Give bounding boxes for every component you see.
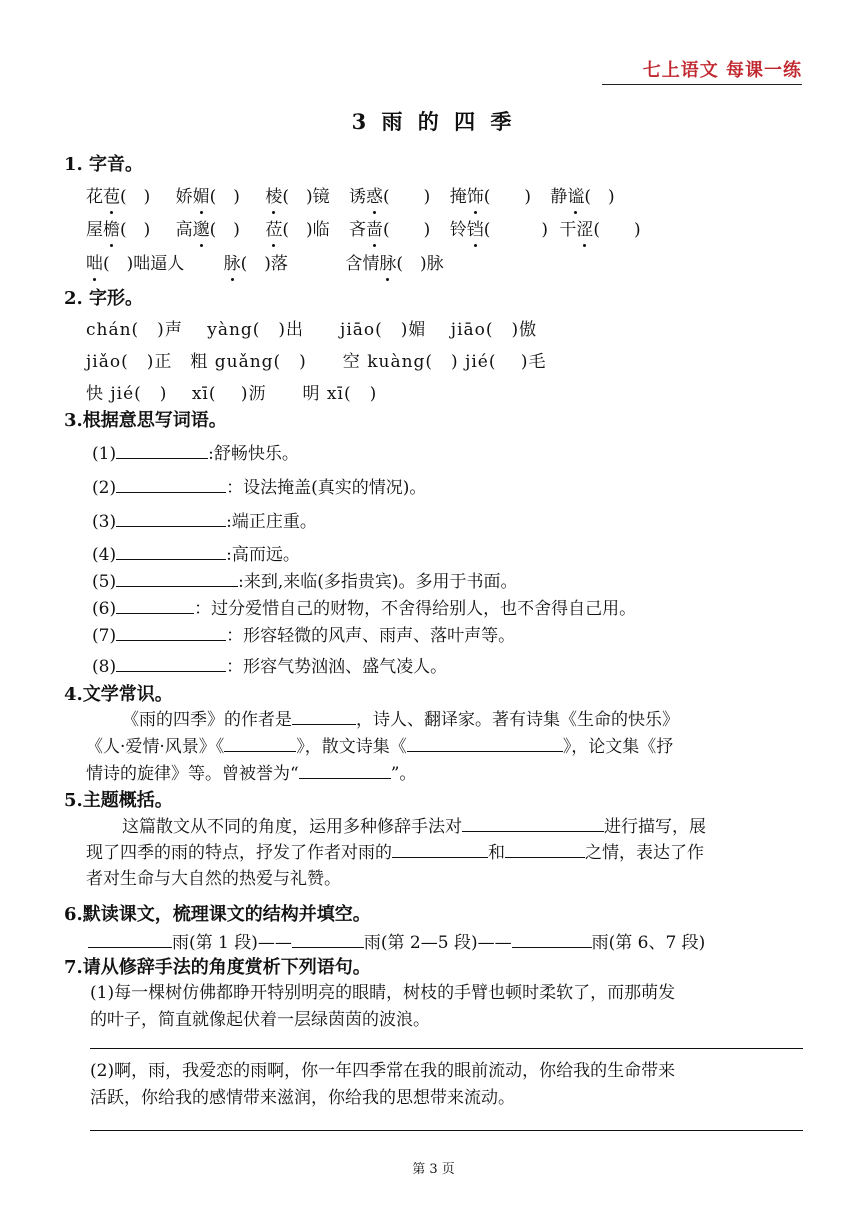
answer-line[interactable]	[116, 655, 226, 672]
definition-item	[92, 540, 300, 565]
text: 进行描写，展	[604, 817, 706, 837]
char: 干	[559, 220, 577, 240]
answer-blank[interactable]: ( )	[483, 187, 531, 207]
answer-blank[interactable]: ( )镜	[282, 187, 330, 207]
answer-line[interactable]	[224, 735, 296, 752]
answer-blank[interactable]: ( )临	[282, 220, 330, 240]
definition-text: 高而远。	[231, 545, 300, 565]
text: ，诗人、翻译家。著有诗集《生命的快乐》	[356, 710, 679, 730]
dotted-char: 苞	[103, 182, 120, 207]
text: 》，论文集《抒	[562, 737, 674, 757]
answer-blank[interactable]: ( )落	[240, 254, 288, 274]
definition-text: 形容轻微的风声、雨声、落叶声等。	[243, 626, 516, 646]
answer-line[interactable]	[116, 570, 238, 587]
sentence-1-line-2: 的叶子，简直就像起伏着一层绿茵茵的波浪。	[90, 1010, 430, 1030]
section-3-heading: 3.根据意思写词语。	[64, 410, 227, 431]
answer-line[interactable]	[88, 931, 172, 948]
lesson-title: 3 雨 的 四 季	[351, 109, 516, 134]
answer-line[interactable]	[292, 931, 364, 948]
char: 铃	[449, 220, 467, 240]
answer-blank[interactable]: ( )	[120, 187, 151, 207]
char: 诱	[349, 187, 367, 207]
answer-blank[interactable]: ( )脉	[396, 254, 444, 274]
answer-line[interactable]	[462, 815, 604, 832]
answer-rule-2[interactable]	[90, 1130, 803, 1131]
text: 雨(第 1 段)——	[172, 933, 292, 953]
answer-line[interactable]	[407, 735, 563, 752]
pinyin-row-2	[86, 215, 641, 240]
sentence-2-line-1: (2)啊，雨，我爱恋的雨啊，你一年四季常在我的眼前流动，你给我的生命带来	[90, 1061, 676, 1081]
separator: :	[208, 444, 214, 464]
definition-text: 设法掩盖(真实的情况)。	[243, 478, 427, 498]
char: 花	[86, 187, 103, 207]
dotted-char: 媚	[193, 182, 210, 207]
answer-line[interactable]	[116, 442, 208, 459]
section-5-heading: 5.主题概括。	[64, 790, 173, 811]
separator: ：	[226, 626, 244, 646]
definition-item	[92, 507, 317, 532]
answer-line[interactable]	[299, 762, 391, 779]
text: 》，散文诗集《	[296, 737, 407, 757]
separator: ：	[194, 599, 212, 619]
dotted-char: 邈	[193, 215, 210, 240]
char: 吝	[349, 220, 367, 240]
definition-item	[92, 621, 515, 646]
definition-text: 舒畅快乐。	[213, 444, 299, 464]
answer-blank[interactable]: ( )	[209, 187, 240, 207]
definition-item	[92, 439, 299, 464]
answer-blank[interactable]: ( )	[483, 220, 548, 240]
item-number: (2)	[92, 478, 117, 498]
answer-blank[interactable]: ( )	[209, 220, 240, 240]
section-2-heading: 2. 字形。	[64, 288, 144, 309]
char: 静	[550, 187, 568, 207]
glyph-row-2[interactable]: jiǎo( )正 粗 guǎng( ) 空 kuàng( ) jié( )毛	[86, 352, 547, 372]
answer-line[interactable]	[512, 931, 592, 948]
char: 含情	[345, 254, 380, 274]
definition-item	[92, 473, 426, 498]
definition-item	[92, 567, 518, 592]
answer-blank[interactable]: ( )	[593, 220, 641, 240]
answer-blank[interactable]: ( )	[584, 187, 615, 207]
char: 屋	[86, 220, 103, 240]
dotted-char: 棱	[265, 182, 282, 207]
pinyin-row-3	[86, 249, 444, 274]
definition-text: 端正庄重。	[231, 512, 317, 532]
lit-line-1	[122, 705, 679, 730]
dotted-char: 谧	[567, 182, 584, 207]
answer-line[interactable]	[116, 476, 226, 493]
text: 雨(第 2—5 段)——	[363, 933, 512, 953]
separator: :	[238, 572, 244, 592]
dotted-char: 饰	[467, 182, 484, 207]
text: 《人·爱情·风景》《	[86, 737, 225, 757]
pinyin-row-1	[86, 182, 615, 207]
dotted-char: 脉	[379, 249, 396, 274]
text: 现了四季的雨的特点，抒发了作者对雨的	[86, 843, 392, 863]
answer-rule-1[interactable]	[90, 1048, 803, 1049]
section-1-heading: 1. 字音。	[64, 154, 144, 175]
dotted-char: 莅	[265, 215, 282, 240]
sentence-1-line-1: (1)每一棵树仿佛都睁开特别明亮的眼睛，树枝的手臂也顿时柔软了，而那萌发	[90, 983, 676, 1003]
definition-text: 形容气势汹汹、盛气凌人。	[243, 657, 448, 677]
section-4-heading: 4.文学常识。	[64, 684, 173, 705]
dotted-char: 惑	[366, 182, 383, 207]
answer-line[interactable]	[292, 708, 356, 725]
answer-line[interactable]	[116, 624, 226, 641]
text: 之情，表达了作	[585, 843, 704, 863]
text: 雨(第 6、7 段)	[591, 933, 706, 953]
answer-line[interactable]	[116, 510, 226, 527]
section-7-heading: 7.请从修辞手法的角度赏析下列语句。	[64, 957, 371, 978]
dotted-char: 铛	[467, 215, 484, 240]
item-number: (5)	[92, 572, 117, 592]
item-number: (6)	[92, 599, 117, 619]
dotted-char: 咄	[86, 249, 103, 274]
lit-line-3	[86, 759, 416, 784]
char: 娇	[175, 187, 193, 207]
item-number: (1)	[92, 444, 117, 464]
text: ”。	[390, 764, 417, 784]
theme-line-2	[86, 838, 704, 863]
item-number: (4)	[92, 545, 117, 565]
dotted-char: 檐	[103, 215, 120, 240]
sentence-2-line-2: 活跃，你给我的感情带来滋润，你给我的思想带来流动。	[90, 1088, 515, 1108]
structure-line	[88, 928, 705, 953]
separator: :	[226, 512, 232, 532]
text: 这篇散文从不同的角度，运用多种修辞手法对	[122, 817, 462, 837]
glyph-row-3[interactable]: 快 jié( ) xī( )沥 明 xī( )	[86, 384, 378, 404]
item-number: (7)	[92, 626, 117, 646]
dotted-char: 脉	[224, 249, 241, 274]
answer-blank[interactable]: ( )	[383, 220, 431, 240]
char: 高	[175, 220, 193, 240]
text: 情诗的旋律》等。曾被誉为“	[86, 764, 299, 784]
definition-item	[92, 652, 447, 677]
page-number: 第 3 页	[412, 1162, 455, 1177]
definition-text: 过分爱惜自己的财物，不舍得给别人，也不舍得自己用。	[211, 599, 637, 619]
theme-line-1	[122, 812, 706, 837]
dotted-char: 涩	[576, 215, 593, 240]
item-number: (8)	[92, 657, 117, 677]
lit-line-2	[86, 732, 673, 757]
separator: ：	[226, 478, 244, 498]
separator: :	[226, 545, 232, 565]
answer-line[interactable]	[392, 841, 488, 858]
header-series-tag: 七上语文 每课一练	[602, 56, 802, 85]
answer-line[interactable]	[116, 543, 226, 560]
definition-text: 来到,来临(多指贵宾)。多用于书面。	[243, 572, 518, 592]
glyph-row-1[interactable]: chán( )声 yàng( )出 jiāo( )媚 jiāo( )傲	[86, 320, 538, 340]
answer-blank[interactable]: ( )	[120, 220, 151, 240]
char: 掩	[449, 187, 467, 207]
answer-line[interactable]	[116, 597, 194, 614]
definition-item	[92, 594, 636, 619]
answer-blank[interactable]: ( )咄逼人	[103, 254, 185, 274]
separator: ：	[226, 657, 244, 677]
section-6-heading: 6.默读课文，梳理课文的结构并填空。	[64, 904, 371, 925]
dotted-char: 啬	[366, 215, 383, 240]
answer-blank[interactable]: ( )	[383, 187, 431, 207]
text: 和	[488, 843, 505, 863]
answer-line[interactable]	[505, 841, 585, 858]
item-number: (3)	[92, 512, 117, 532]
theme-line-3: 者对生命与大自然的热爱与礼赞。	[86, 869, 341, 889]
text: 《雨的四季》的作者是	[122, 710, 292, 730]
